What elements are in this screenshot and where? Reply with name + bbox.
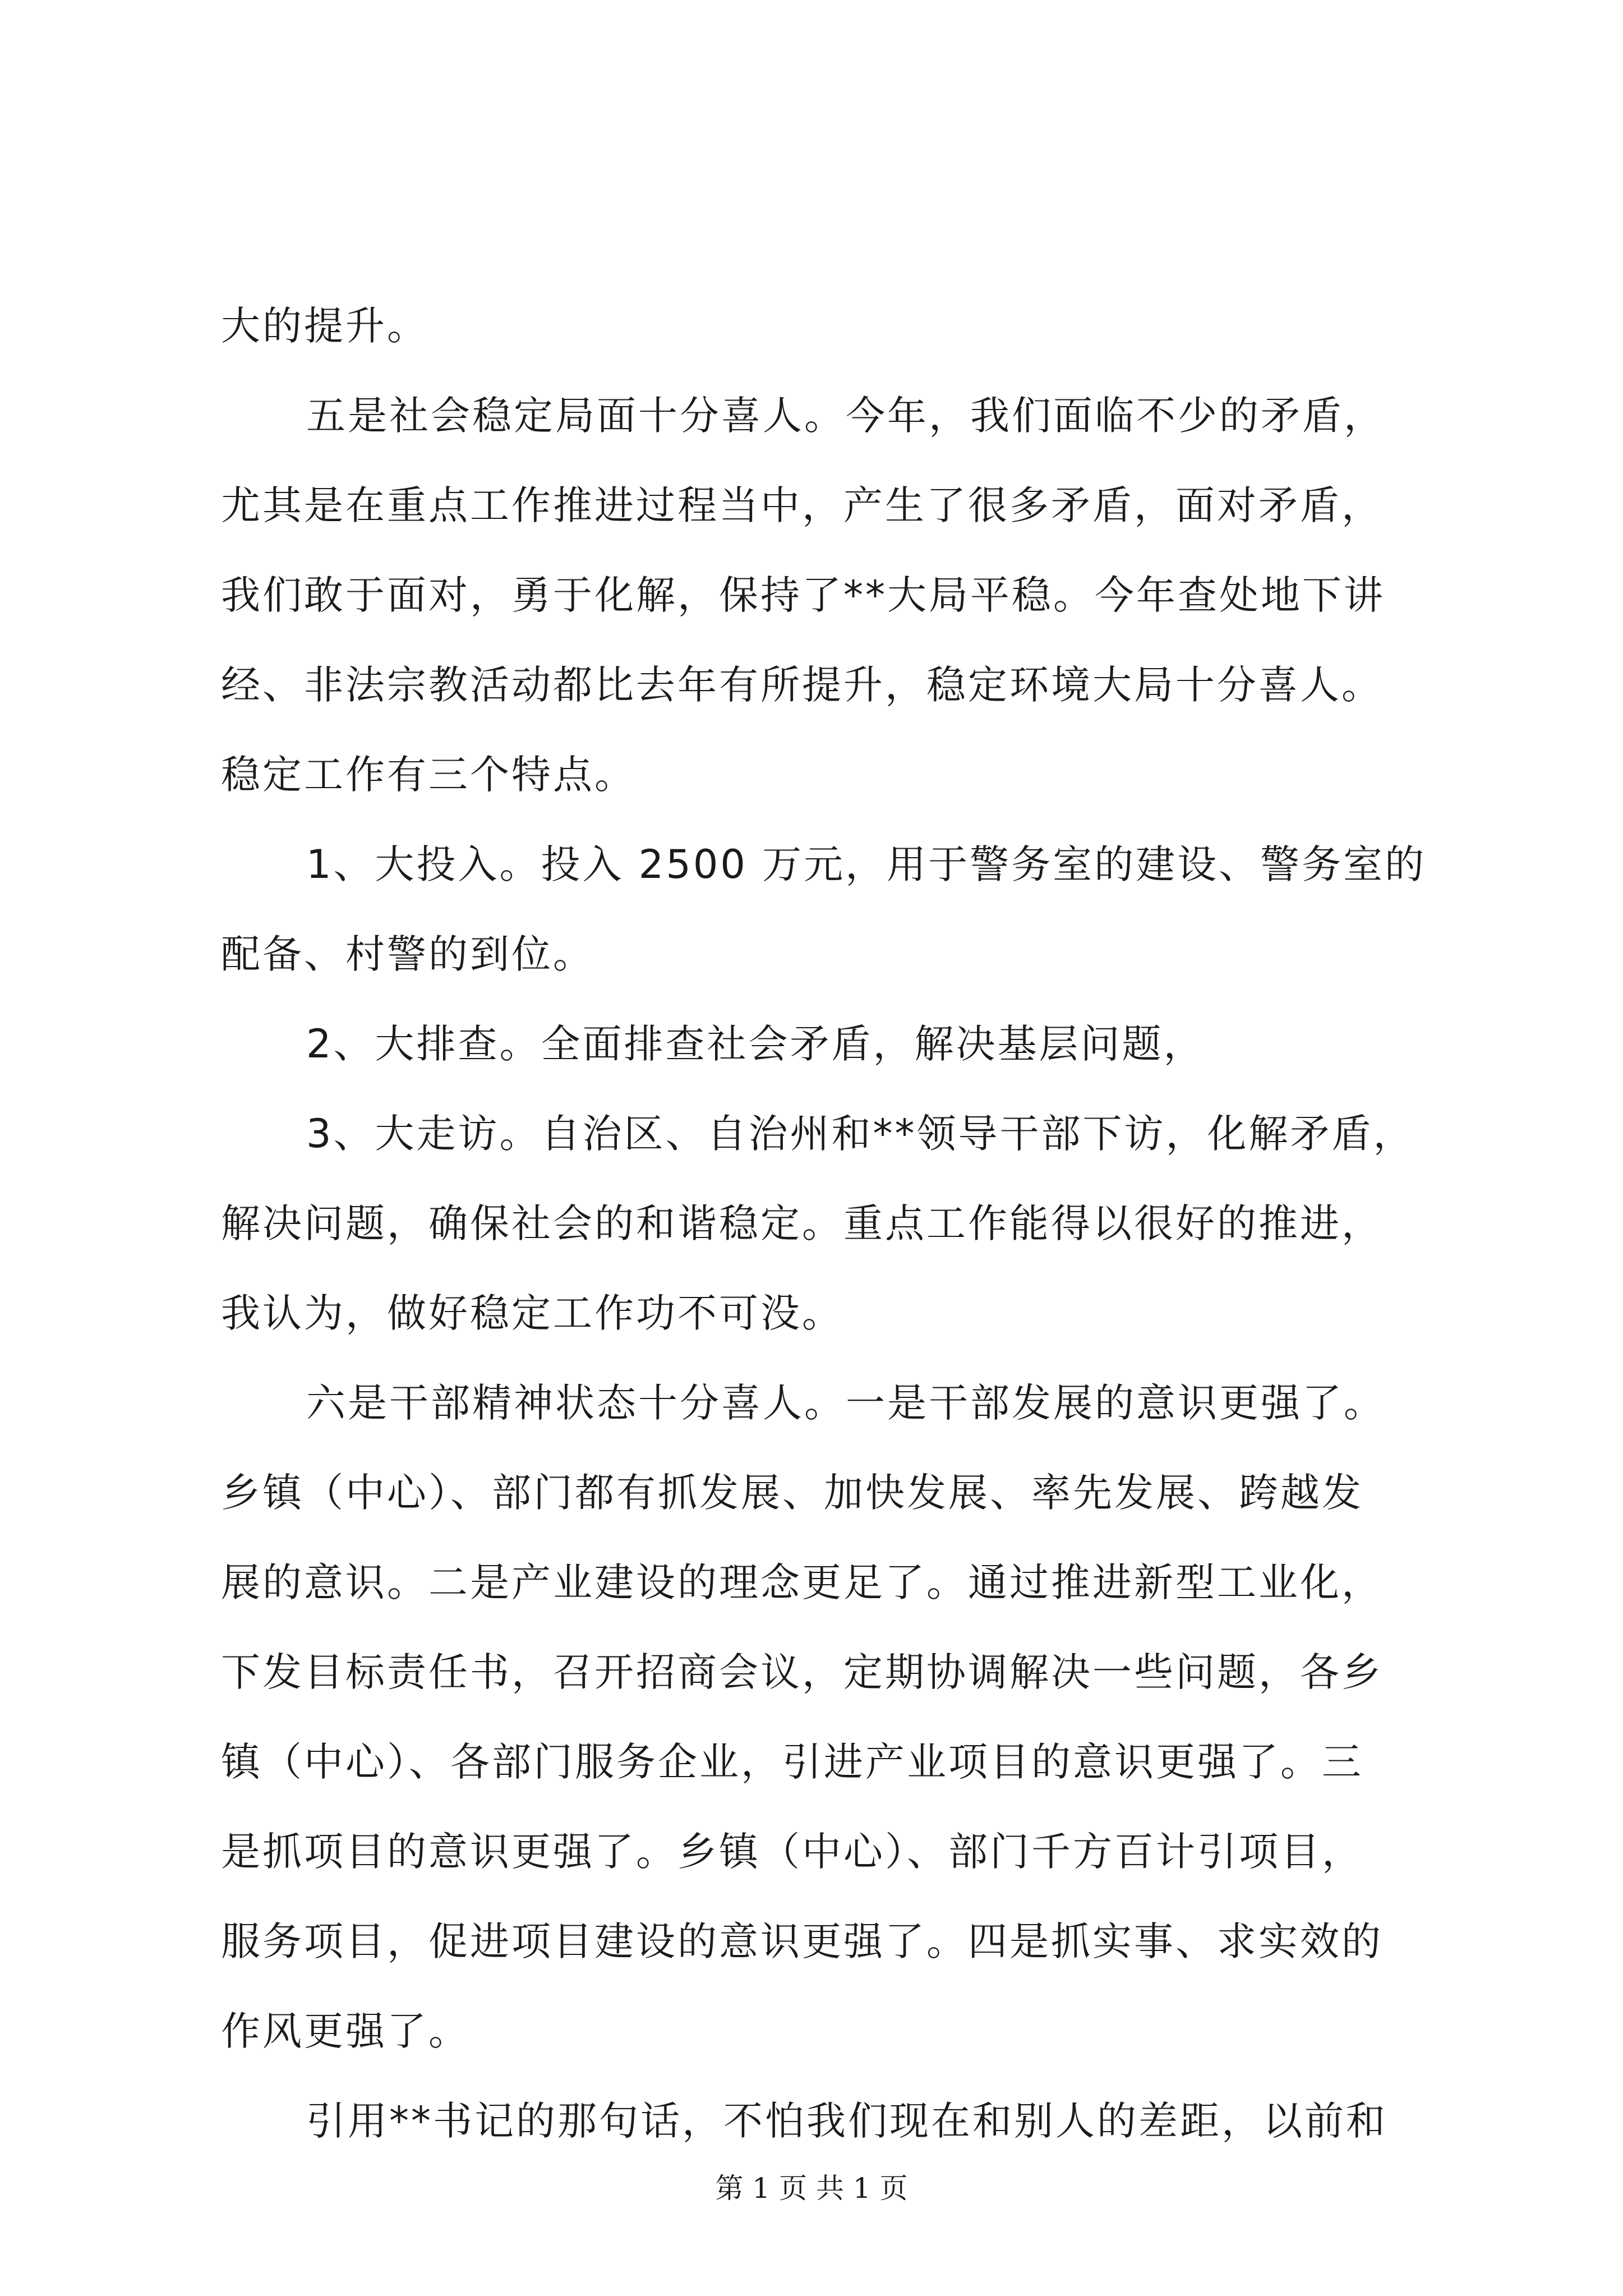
text-line: 展的意识。二是产业建设的理念更足了。通过推进新型工业化， bbox=[221, 1559, 1383, 1605]
page-number-footer: 第 1 页 共 1 页 bbox=[715, 2172, 908, 2205]
text-line: 服务项目，促进项目建设的意识更强了。四是抓实事、求实效的 bbox=[221, 1918, 1383, 1964]
text-line: 镇（中心）、各部门服务企业，引进产业项目的意识更强了。三 bbox=[221, 1739, 1363, 1785]
list-item-3-start: 3、大走访。自治区、自治州和**领导干部下访，化解矛盾， bbox=[306, 1111, 1415, 1157]
text-line: 配备、村警的到位。 bbox=[221, 931, 594, 977]
text-line: 下发目标责任书，召开招商会议，定期协调解决一些问题，各乡 bbox=[221, 1649, 1383, 1695]
paragraph-six-start: 六是干部精神状态十分喜人。一是干部发展的意识更强了。 bbox=[306, 1380, 1385, 1426]
list-item-1-start: 1、大投入。投入 2500 万元，用于警务室的建设、警务室的 bbox=[306, 841, 1427, 887]
text-line: 我们敢于面对，勇于化解，保持了**大局平稳。今年查处地下讲 bbox=[221, 572, 1385, 618]
text-line: 稳定工作有三个特点。 bbox=[221, 752, 636, 798]
text-line: 是抓项目的意识更强了。乡镇（中心）、部门千方百计引项目， bbox=[221, 1829, 1363, 1875]
text-line: 解决问题，确保社会的和谐稳定。重点工作能得以很好的推进， bbox=[221, 1200, 1383, 1246]
text-line: 经、非法宗教活动都比去年有所提升，稳定环境大局十分喜人。 bbox=[221, 662, 1383, 708]
text-line: 尤其是在重点工作推进过程当中，产生了很多矛盾，面对矛盾， bbox=[221, 482, 1383, 528]
list-item-2: 2、大排查。全面排查社会矛盾，解决基层问题， bbox=[306, 1021, 1205, 1067]
text-line: 乡镇（中心）、部门都有抓发展、加快发展、率先发展、跨越发 bbox=[221, 1470, 1363, 1516]
text-line: 我认为，做好稳定工作功不可没。 bbox=[221, 1290, 843, 1336]
text-line: 大的提升。 bbox=[221, 303, 428, 349]
paragraph-five-start: 五是社会稳定局面十分喜人。今年，我们面临不少的矛盾， bbox=[306, 393, 1385, 439]
paragraph-quote-start: 引用**书记的那句话，不怕我们现在和别人的差距，以前和 bbox=[306, 2098, 1387, 2144]
text-line: 作风更强了。 bbox=[221, 2008, 470, 2054]
